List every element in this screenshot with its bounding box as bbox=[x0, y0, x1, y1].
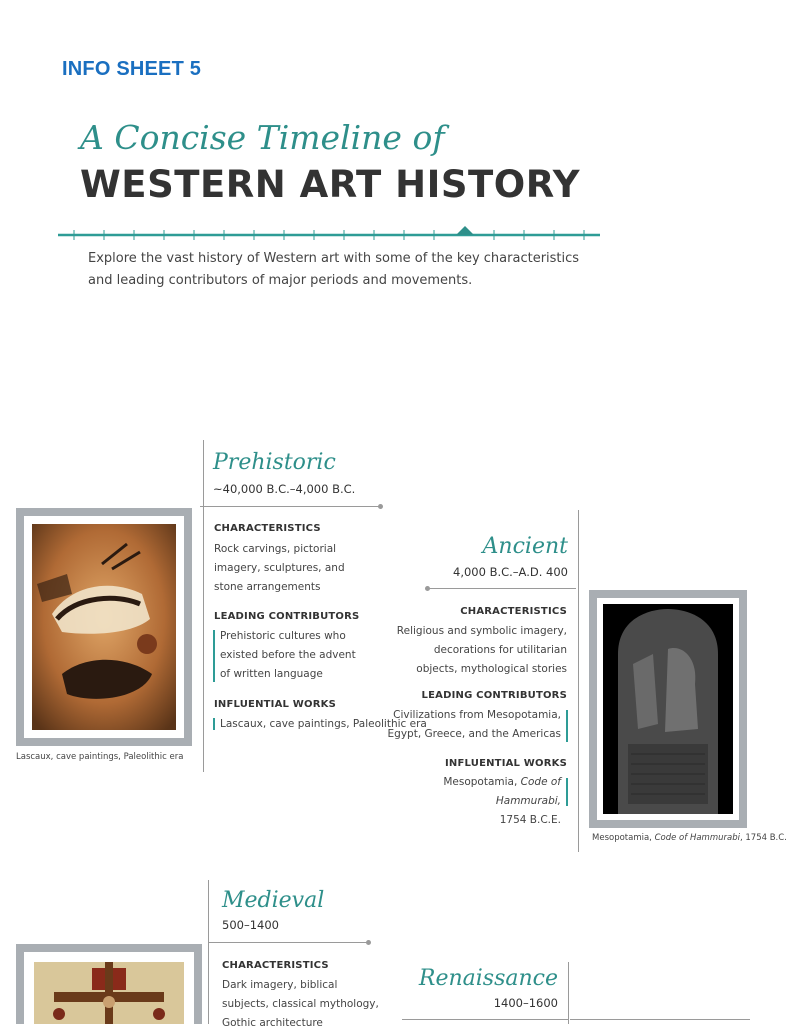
text-line: of written language bbox=[220, 668, 323, 680]
renaissance-connector bbox=[402, 1019, 568, 1020]
prehistoric-image-frame bbox=[16, 508, 192, 746]
text-line: subjects, classical mythology, bbox=[222, 998, 379, 1010]
ancient-caption bbox=[592, 833, 787, 843]
ancient-divider bbox=[578, 510, 579, 852]
renaissance-connector-right bbox=[570, 1019, 750, 1020]
ancient-dates: 4,000 B.C.–A.D. 400 bbox=[453, 565, 568, 579]
prehistoric-contributors bbox=[220, 627, 390, 684]
info-sheet-label: INFO SHEET 5 bbox=[62, 58, 202, 80]
medieval-characteristics-head: CHARACTERISTICS bbox=[222, 960, 329, 971]
ancient-works-accent bbox=[566, 778, 568, 806]
ancient-image-frame bbox=[589, 590, 747, 828]
text-line: Egypt, Greece, and the Americas bbox=[387, 728, 561, 740]
text-line: Prehistoric cultures who bbox=[220, 630, 346, 642]
renaissance-dates: 1400–1600 bbox=[493, 996, 558, 1010]
medieval-connector bbox=[208, 942, 368, 943]
text-line: Civilizations from Mesopotamia, bbox=[393, 709, 561, 721]
text-line: Gothic architecture bbox=[222, 1017, 323, 1029]
medieval-image-frame bbox=[16, 944, 202, 1024]
prehistoric-contributors-head: LEADING CONTRIBUTORS bbox=[214, 611, 360, 622]
ancient-connector bbox=[428, 588, 576, 589]
text-line: objects, mythological stories bbox=[416, 663, 567, 675]
ancient-characteristics bbox=[380, 622, 567, 679]
caption-place: Mesopotamia, bbox=[592, 833, 655, 843]
medieval-characteristics bbox=[222, 976, 392, 1033]
ancient-connector-dot bbox=[425, 586, 430, 591]
ancient-title: Ancient bbox=[482, 534, 568, 559]
page-title: WESTERN ART HISTORY bbox=[80, 163, 581, 206]
hammurabi-stele-image bbox=[603, 604, 733, 814]
intro-paragraph: Explore the vast history of Western art with some of the key characteristics and leading contributors of major periods and movements. bbox=[88, 251, 580, 288]
prehistoric-works: Lascaux, cave paintings, Paleolithic era bbox=[220, 718, 427, 730]
prehistoric-divider bbox=[203, 440, 204, 772]
text-line: Religious and symbolic imagery, bbox=[396, 625, 567, 637]
ancient-contributors bbox=[380, 706, 561, 744]
timeline-ruler bbox=[58, 228, 600, 242]
prehistoric-characteristics bbox=[214, 540, 384, 597]
ancient-characteristics-head: CHARACTERISTICS bbox=[460, 606, 567, 617]
prehistoric-connector bbox=[200, 506, 380, 507]
ancient-contributors-accent bbox=[566, 710, 568, 742]
text-line: imagery, sculptures, and bbox=[214, 562, 345, 574]
prehistoric-works-accent bbox=[213, 718, 215, 730]
prehistoric-dates: ~40,000 B.C.–4,000 B.C. bbox=[213, 482, 356, 496]
text-line: Dark imagery, biblical bbox=[222, 979, 338, 991]
text-line: existed before the advent bbox=[220, 649, 356, 661]
prehistoric-connector-dot bbox=[378, 504, 383, 509]
cave-painting-image bbox=[32, 524, 176, 730]
prehistoric-title: Prehistoric bbox=[213, 450, 336, 475]
ancient-works bbox=[380, 773, 561, 830]
caption-title: Code of Hammurabi bbox=[654, 833, 740, 843]
text-line: stone arrangements bbox=[214, 581, 321, 593]
prehistoric-characteristics-head: CHARACTERISTICS bbox=[214, 523, 321, 534]
ancient-works-head: INFLUENTIAL WORKS bbox=[445, 758, 567, 769]
medieval-connector-dot bbox=[366, 940, 371, 945]
text-line: decorations for utilitarian bbox=[433, 644, 567, 656]
crucifix-painting-image bbox=[34, 962, 184, 1024]
renaissance-divider bbox=[568, 962, 569, 1024]
text-line: 1754 B.C.E. bbox=[499, 814, 561, 826]
prehistoric-works-head: INFLUENTIAL WORKS bbox=[214, 699, 336, 710]
prehistoric-contributors-accent bbox=[213, 630, 215, 682]
medieval-title: Medieval bbox=[222, 888, 325, 913]
renaissance-title: Renaissance bbox=[418, 966, 558, 991]
ancient-contributors-head: LEADING CONTRIBUTORS bbox=[421, 690, 567, 701]
works-place: Mesopotamia, bbox=[443, 776, 521, 788]
medieval-divider bbox=[208, 880, 209, 1024]
text-line: Rock carvings, pictorial bbox=[214, 543, 337, 555]
prehistoric-caption: Lascaux, cave paintings, Paleolithic era bbox=[16, 752, 184, 762]
medieval-dates: 500–1400 bbox=[222, 918, 279, 932]
caption-date: , 1754 B.C. bbox=[739, 833, 787, 843]
text-line bbox=[380, 773, 561, 811]
title-script: A Concise Timeline of bbox=[80, 118, 445, 157]
works-title: Code of Hammurabi, bbox=[495, 776, 561, 807]
